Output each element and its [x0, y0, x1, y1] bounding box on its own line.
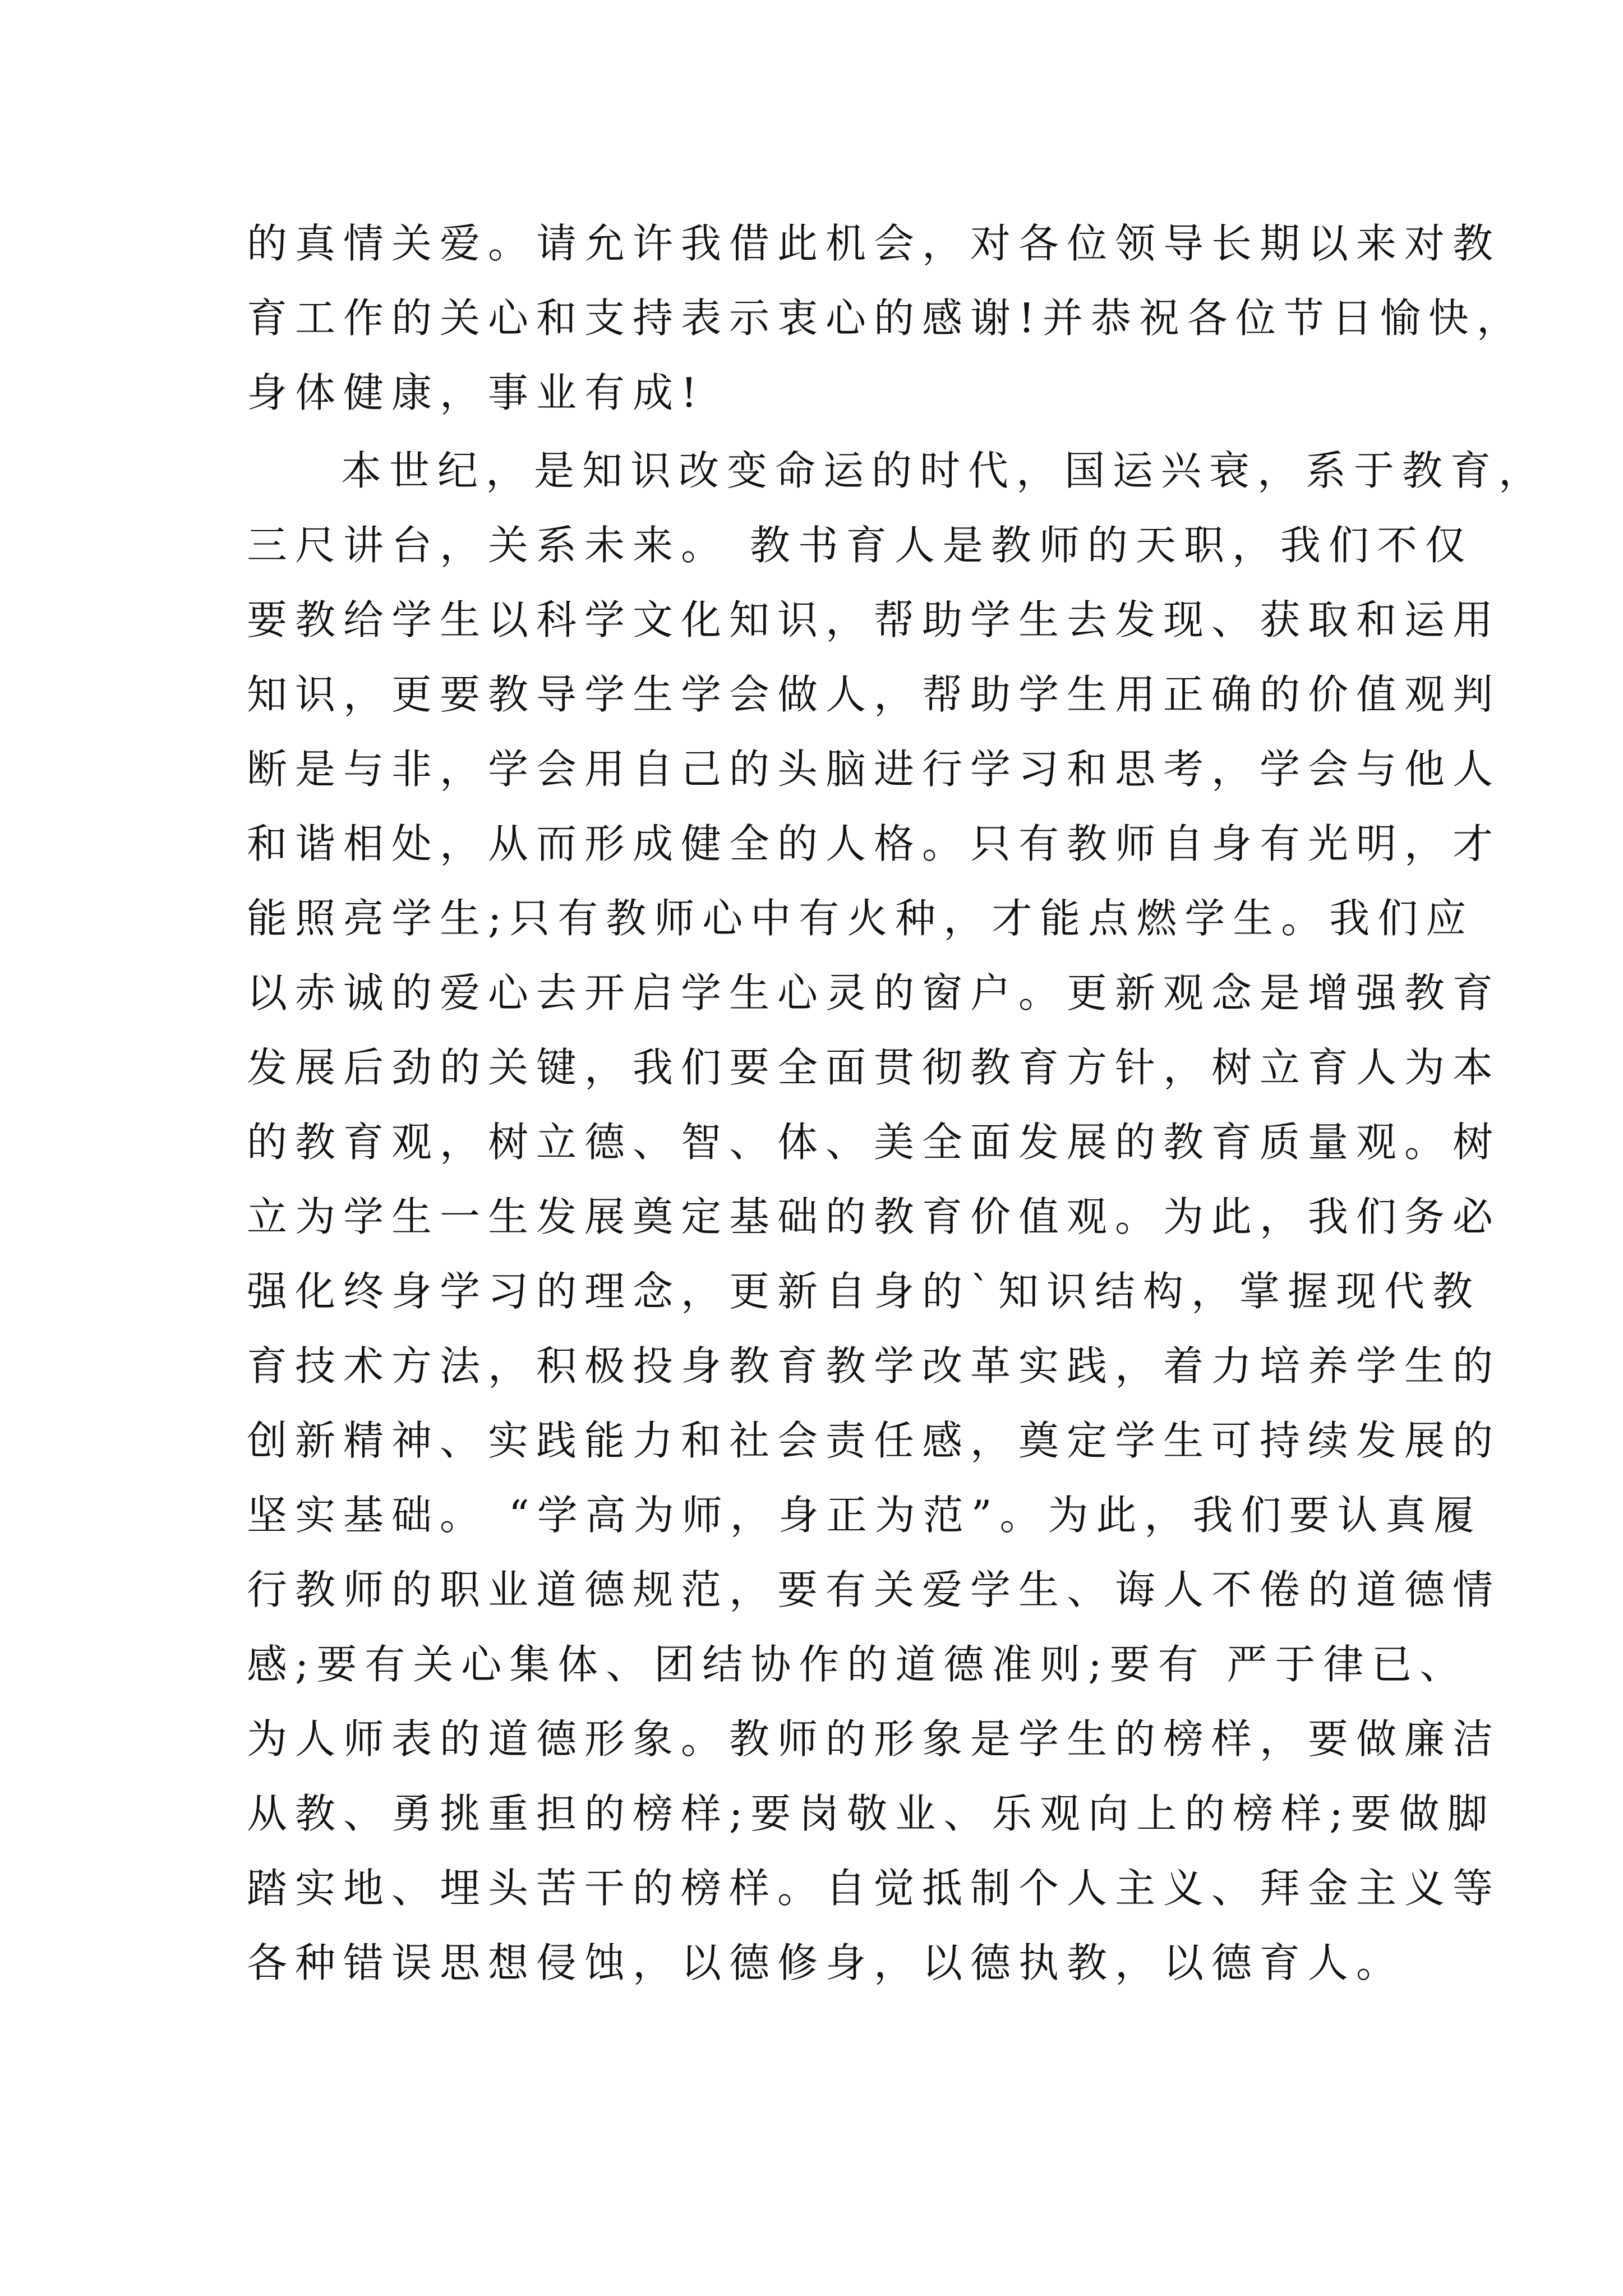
text-line: 发展后劲的关键，我们要全面贯彻教育方针，树立育人为本: [247, 1044, 1501, 1091]
text-line: 为人师表的道德形象。教师的形象是学生的榜样，要做廉洁: [247, 1715, 1501, 1763]
paragraph-2: [247, 434, 1547, 2000]
text-line: 育技术方法，积极投身教育教学改革实践，着力培养学生的: [247, 1342, 1501, 1389]
text-line: 坚实基础。 “学高为师，身正为范”。为此，我们要认真履: [247, 1492, 1482, 1539]
text-line: 创新精神、实践能力和社会责任感，奠定学生可持续发展的: [247, 1417, 1501, 1464]
text-line: 和谐相处，从而形成健全的人格。只有教师自身有光明，才: [247, 820, 1501, 867]
text-line: 感;要有关心集体、团结协作的道德准则;要有 严于律已、: [247, 1641, 1468, 1688]
text-line: 要教给学生以科学文化知识，帮助学生去发现、获取和运用: [247, 596, 1501, 643]
text-line: 的教育观，树立德、智、体、美全面发展的教育质量观。树: [247, 1119, 1501, 1166]
text-line: 立为学生一生发展奠定基础的教育价值观。为此，我们务必: [247, 1193, 1501, 1240]
paragraph-1: [247, 206, 1525, 430]
text-line: 身体健康，事业有成!: [247, 369, 705, 416]
text-line: 育工作的关心和支持表示衷心的感谢!并恭祝各位节日愉快，: [247, 295, 1525, 342]
document-body: [247, 206, 1547, 2000]
text-line: 本世纪，是知识改变命运的时代，国运兴衰，系于教育，: [341, 447, 1547, 494]
text-line: 知识，更要教导学生学会做人，帮助学生用正确的价值观判: [247, 671, 1501, 718]
text-line: 行教师的职业道德规范，要有关爱学生、诲人不倦的道德情: [247, 1566, 1501, 1613]
text-line: 强化终身学习的理念，更新自身的`知识结构，掌握现代教: [247, 1268, 1481, 1315]
text-line: 各种错误思想侵蚀，以德修身，以德执教，以德育人。: [247, 1939, 1405, 1986]
text-line: 三尺讲台，关系未来。 教书育人是教师的天职，我们不仅: [247, 522, 1473, 569]
text-line: 能照亮学生;只有教师心中有火种，才能点燃学生。我们应: [247, 895, 1474, 942]
text-line: 的真情关爱。请允许我借此机会，对各位领导长期以来对教: [247, 220, 1501, 267]
text-line: 从教、勇挑重担的榜样;要岗敬业、乐观向上的榜样;要做脚: [247, 1790, 1496, 1837]
text-line: 断是与非，学会用自己的头脑进行学习和思考，学会与他人: [247, 746, 1501, 793]
text-line: 以赤诚的爱心去开启学生心灵的窗户。更新观念是增强教育: [247, 969, 1501, 1016]
text-line: 踏实地、埋头苦干的榜样。自觉抵制个人主义、拜金主义等: [247, 1865, 1501, 1912]
